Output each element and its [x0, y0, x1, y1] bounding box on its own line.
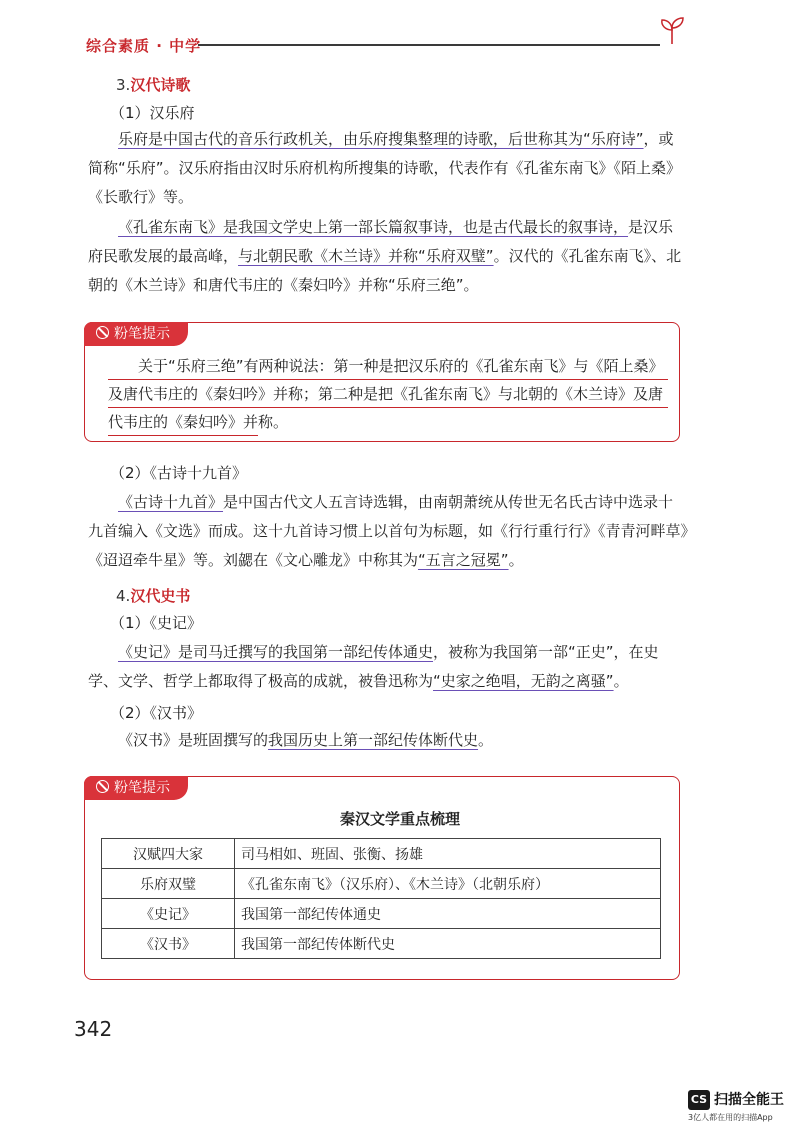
tip-label: 粉笔提示	[84, 322, 188, 346]
header-title: 综合素质 · 中学	[86, 37, 202, 55]
subheading-shiji: （1）《史记》	[110, 614, 203, 632]
paragraph-yuefu-intro: 乐府是中国古代的音乐行政机关，由乐府搜集整理的诗歌，后世称其为“乐府诗”，或简称“乐府”。汉乐府指由汉时乐府机构所搜集的诗歌，代表作有《孔雀东南飞》《陌上桑》《长歌行》等。	[88, 130, 682, 206]
watermark-tagline: 3亿人都在用的扫描App	[688, 1113, 773, 1122]
table-row	[102, 929, 661, 959]
paragraph-hanshu: 《汉书》是班固撰写的我国历史上第一部纪传体断代史。	[118, 731, 494, 749]
pen-icon	[96, 326, 109, 339]
table-cell-key: 《汉书》	[102, 929, 235, 959]
table-row	[102, 869, 661, 899]
table-cell-value: 《孔雀东南飞》（汉乐府）、《木兰诗》（北朝乐府）	[235, 869, 661, 899]
tip-text-yuefu: 关于“乐府三绝”有两种说法：第一种是把汉乐府的《孔雀东南飞》与《陌上桑》及唐代韦庄的《秦妇吟》并称；第二种是把《孔雀东南飞》与北朝的《木兰诗》及唐代韦庄的《秦妇吟》并称。	[108, 357, 664, 431]
subheading-hanshu: （2）《汉书》	[110, 704, 203, 722]
subheading-han-yuefu: （1）汉乐府	[110, 104, 195, 122]
section-heading-han-history: 4.汉代史书	[116, 587, 191, 605]
table-cell-key: 汉赋四大家	[102, 839, 235, 869]
table-cell-key: 《史记》	[102, 899, 235, 929]
paragraph-nineteen-poems: 《古诗十九首》是中国古代文人五言诗选辑，由南朝萧统从传世无名氏古诗中选录十九首编入《文选》而成。这十九首诗习惯上以首句为标题，如《行行重行行》《青青河畔草》《迢迢牵牛星》等。刘勰在《文心雕龙》中称其为“五言之冠冕”。	[88, 493, 689, 569]
table-row	[102, 899, 661, 929]
paragraph-shiji: 《史记》是司马迁撰写的我国第一部纪传体通史，被称为我国第一部“正史”，在史学、文学、哲学上都取得了极高的成就，被鲁迅称为“史家之绝唱，无韵之离骚”。	[88, 643, 659, 690]
scanner-watermark	[688, 1090, 798, 1126]
table-cell-value: 我国第一部纪传体通史	[235, 899, 661, 929]
section-heading-han-poetry: 3.汉代诗歌	[116, 76, 191, 94]
table-title: 秦汉文学重点梳理	[339, 810, 460, 828]
sprout-icon	[655, 14, 689, 48]
camscanner-logo-icon: CS	[688, 1090, 710, 1110]
summary-table	[101, 838, 661, 959]
header-rule	[198, 44, 660, 46]
table-cell-value: 我国第一部纪传体断代史	[235, 929, 661, 959]
tip-rule	[108, 407, 668, 408]
tip-rule	[108, 379, 668, 380]
page-number: 342	[74, 1017, 113, 1041]
watermark-name: 扫描全能王	[714, 1092, 784, 1108]
paragraph-peacock: 《孔雀东南飞》是我国文学史上第一部长篇叙事诗，也是古代最长的叙事诗，是汉乐府民歌发展的最高峰，与北朝民歌《木兰诗》并称“乐府双璧”。汉代的《孔雀东南飞》、北朝的《木兰诗》和唐代韦庄的《秦妇吟》并称“乐府三绝”。	[88, 218, 682, 294]
tip-label: 粉笔提示	[84, 776, 188, 800]
subheading-nineteen-poems: （2）《古诗十九首》	[110, 464, 248, 482]
table-cell-key: 乐府双璧	[102, 869, 235, 899]
pen-icon	[96, 780, 109, 793]
table-row	[102, 839, 661, 869]
tip-rule	[108, 435, 258, 436]
table-cell-value: 司马相如、班固、张衡、扬雄	[235, 839, 661, 869]
